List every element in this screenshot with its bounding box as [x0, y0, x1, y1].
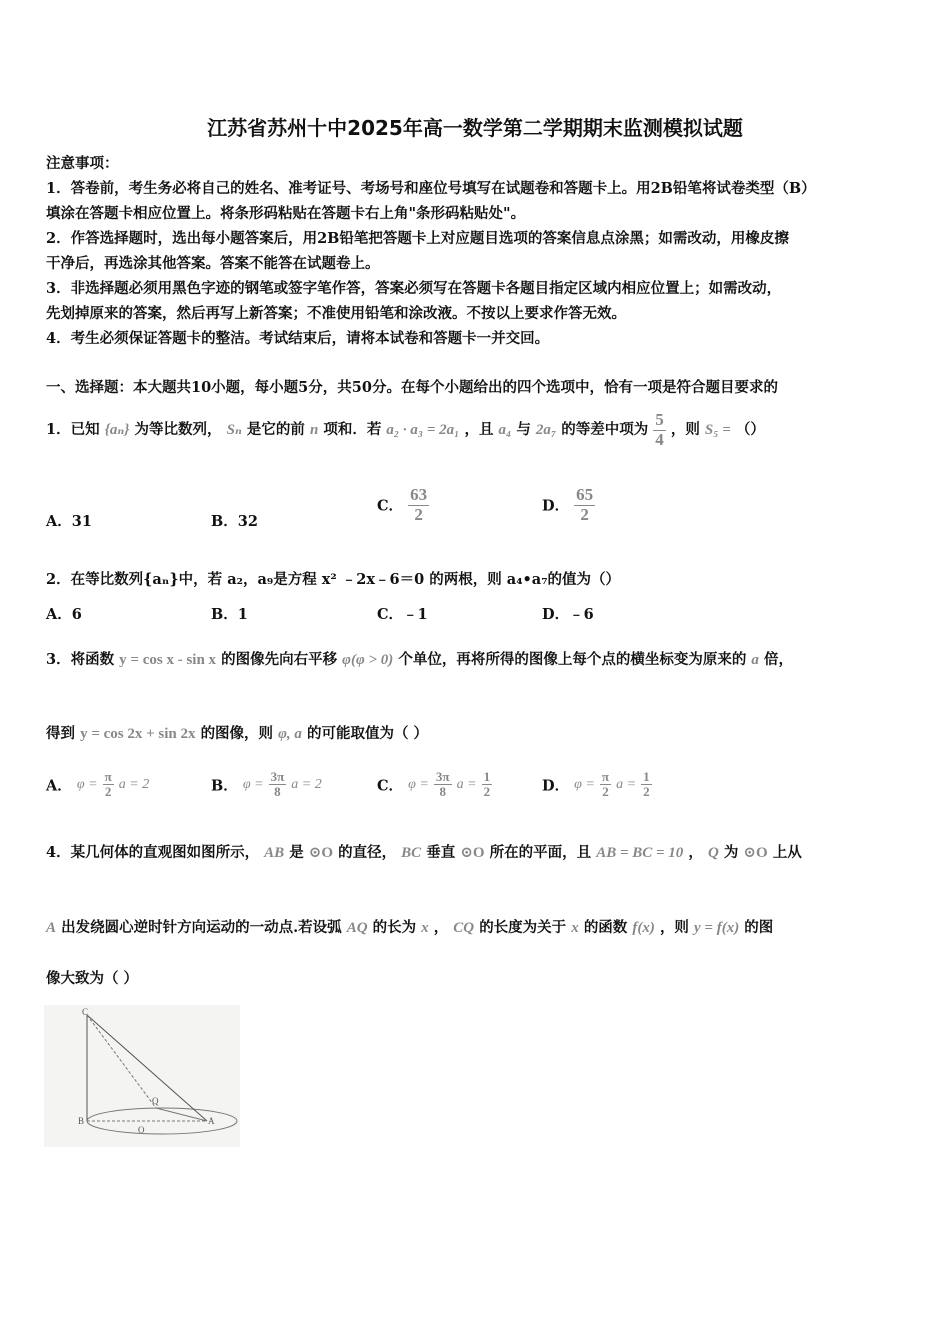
section-heading: 一、选择题：本大题共10小题，每小题5分，共50分。在每个小题给出的四个选项中，恰有一项是符合题目要求的 [46, 379, 778, 396]
notice-heading: 注意事项： [46, 155, 119, 172]
math-2a7: 2a₇ [535, 422, 557, 438]
q3-option-d[interactable]: D． φ = $\frac{\pi}{2}$ a = $\frac{1}{2}$ [542, 769, 650, 800]
cone-diagram [44, 1005, 240, 1147]
geometry-figure [44, 1005, 240, 1147]
q1-option-a[interactable]: A．31 [46, 513, 92, 530]
question-4-line-3: 像大致为（ ） [46, 970, 139, 987]
label-a: A [208, 1116, 215, 1126]
math-a4: a₄ [498, 422, 512, 438]
math-n: n [309, 422, 319, 438]
q2-option-d[interactable]: D．﹣6 [542, 606, 594, 623]
math-sn: Sₙ [226, 422, 242, 438]
label-q: Q [152, 1096, 159, 1106]
notice-line-7: 4．考生必须保证答题卡的整洁。考试结束后，请将本试卷和答题卡一并交回。 [46, 330, 550, 347]
math-condition: a₂ · a₃ = 2a₁ [386, 422, 460, 438]
q1-option-b[interactable]: B．32 [211, 513, 258, 530]
question-4-line-2: A 出发绕圆心逆时针方向运动的一动点.若设弧 AQ 的长为 x ， CQ 的长度为关于 x 的函数 f(x) ，则 y = f(x) 的图 [46, 919, 774, 936]
math-s5: S₅ = [704, 422, 731, 438]
label-o: O [138, 1125, 145, 1135]
question-3-line-2: 得到 y = cos 2x + sin 2x 的图像，则 φ, a 的可能取值为（ ） [46, 725, 429, 742]
fraction-63-2: $\frac{63}{2}$ [410, 485, 428, 524]
notice-line-6: 先划掉原来的答案，然后再写上新答案；不准使用铅笔和涂改液。不按以上要求作答无效。 [46, 305, 626, 322]
q1-option-c[interactable]: C． $\frac{63}{2}$ [377, 485, 428, 524]
q3-option-c[interactable]: C． φ = $\frac{3\pi}{8}$ a = $\frac{1}{2}$ [377, 769, 491, 800]
label-c: C [82, 1007, 89, 1017]
notice-line-2: 填涂在答题卡相应位置上。将条形码粘贴在答题卡右上角"条形码粘贴处"。 [46, 205, 526, 222]
fraction-5-4: $\frac{5}{4}$ [655, 409, 664, 449]
question-1: 1．已知 {aₙ} 为等比数列， Sₙ 是它的前 n 项和．若 a₂ · a₃ = 2a₁ ，且 a₄ 与 2a₇ 的等差中项为 $\frac{5}{4}$ ，则 S₅ = （） [46, 409, 765, 449]
q2-option-b[interactable]: B．1 [211, 606, 248, 623]
notice-line-4: 干净后，再选涂其他答案。答案不能答在试题卷上。 [46, 255, 380, 272]
math-y-cos2x-sin2x: y = cos 2x + sin 2x [80, 726, 196, 742]
q3-option-b[interactable]: B． φ = $\frac{3\pi}{8}$ a = 2 [211, 769, 322, 800]
q1-option-d[interactable]: D． $\frac{65}{2}$ [542, 485, 594, 524]
math-phi-shift: φ(φ > 0) [342, 652, 394, 668]
math-y-cos-sin: y = cos x - sin x [119, 652, 217, 668]
math-a: a [751, 652, 759, 668]
fraction-65-2: $\frac{65}{2}$ [576, 485, 594, 524]
notice-line-1: 1．答卷前，考生务必将自己的姓名、准考证号、考场号和座位号填写在试题卷和答题卡上。用2B铅笔将试卷类型（B） [46, 180, 816, 197]
q3-option-a[interactable]: A． φ = $\frac{\pi}{2}$ a = 2 [46, 769, 150, 800]
q2-option-c[interactable]: C．﹣1 [377, 606, 428, 623]
math-an: {aₙ} [104, 422, 130, 438]
question-4-line-1: 4．某几何体的直观图如图所示， AB 是 ⊙O 的直径， BC 垂直 ⊙O 所在的平面，且 AB = BC = 10 ， Q 为 ⊙O 上从 [46, 844, 802, 861]
notice-line-5: 3．非选择题必须用黑色字迹的钢笔或签字笔作答，答案必须写在答题卡各题目指定区域内相应位置上；如需改动， [46, 280, 782, 297]
math-phi-a: φ, a [278, 726, 302, 742]
notice-line-3: 2．作答选择题时，选出每小题答案后，用2B铅笔把答题卡上对应题目选项的答案信息点涂黑；如需改动，用橡皮擦 [46, 230, 789, 247]
question-2: 2．在等比数列{aₙ}中，若 a₂，a₉是方程 x² ﹣2x﹣6＝0 的两根，则 a₄•a₇的值为（） [46, 571, 621, 588]
label-b: B [78, 1116, 85, 1126]
page-title: 江苏省苏州十中2025年高一数学第二学期期末监测模拟试题 [207, 116, 743, 140]
q2-option-a[interactable]: A．6 [46, 606, 82, 623]
question-3-line-1: 3．将函数 y = cos x - sin x 的图像先向右平移 φ(φ > 0) 个单位，再将所得的图像上每个点的横坐标变为原来的 a 倍， [46, 651, 793, 668]
